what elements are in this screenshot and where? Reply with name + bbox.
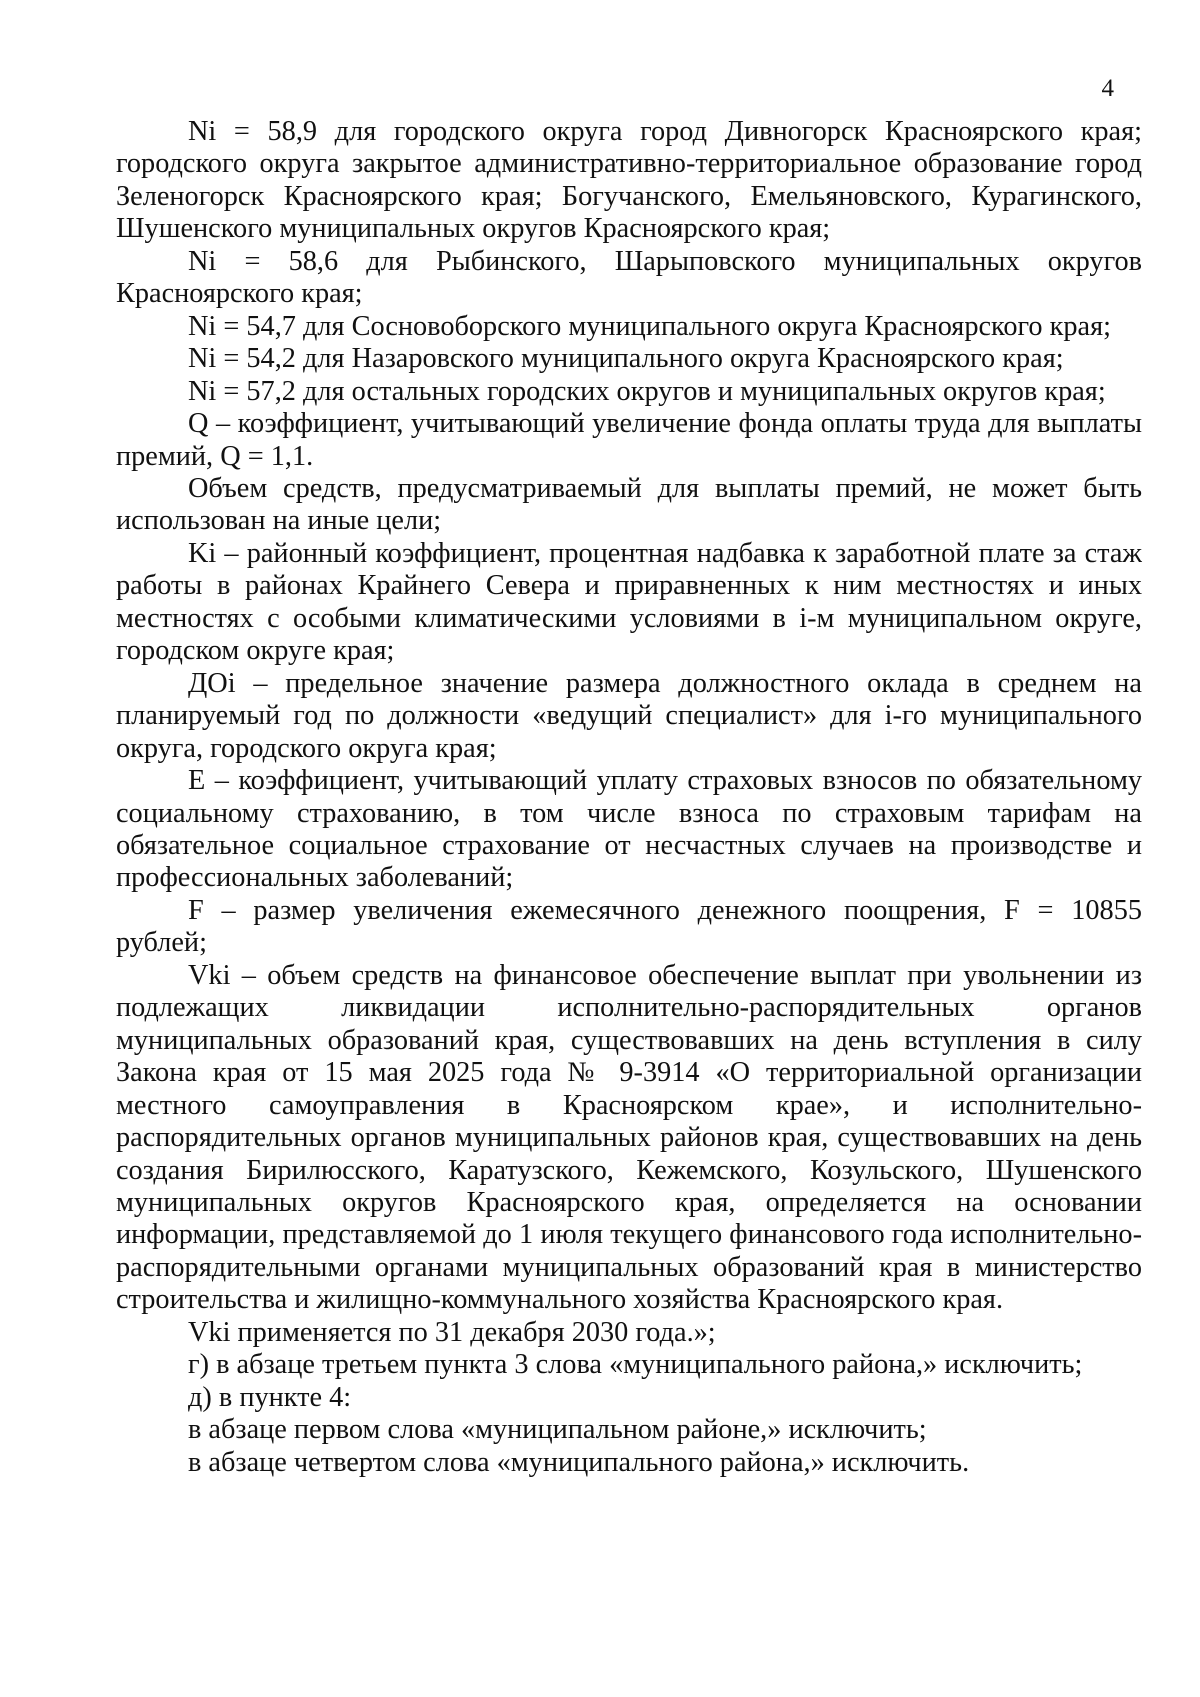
paragraph-f-increase: F – размер увеличения ежемесячного денежного поощрения, F = 10855 рублей;	[116, 894, 1142, 959]
paragraph-ni-divnogorsk: Ni = 58,9 для городского округа город Дивногорск Красноярского края; городского округа закрытое административно-территориальное образование город Зеленогорск Красноярского края; Богучанского, Емельяновского, Курагинского, Шушенского муниципальных округов Красноярского края;	[116, 116, 1142, 245]
paragraph-ni-other: Ni = 57,2 для остальных городских округов и муниципальных округов края;	[188, 375, 1106, 407]
paragraph-amendment-d-fourth: в абзаце четвертом слова «муниципального района,» исключить.	[188, 1446, 970, 1478]
document-body	[116, 116, 1142, 1479]
paragraph-amendment-g: г) в абзаце третьем пункта 3 слова «муниципального района,» исключить;	[188, 1349, 1083, 1381]
paragraph-ni-rybinsky: Ni = 58,6 для Рыбинского, Шарыповского муниципальных округов Красноярского края;	[116, 245, 1142, 310]
paragraph-vki-term: Vki применяется по 31 декабря 2030 года.»;	[188, 1316, 716, 1348]
paragraph-amendment-d: д) в пункте 4:	[188, 1381, 352, 1413]
paragraph-q-coefficient: Q – коэффициент, учитывающий увеличение фонда оплаты труда для выплаты премий, Q = 1,1.	[116, 408, 1142, 472]
paragraph-ni-sosnovoborsky: Ni = 54,7 для Сосновоборского муниципального округа Красноярского края;	[188, 310, 1111, 342]
page-number: 4	[1101, 75, 1114, 102]
paragraph-ni-nazarovsky: Ni = 54,2 для Назаровского муниципального округа Красноярского края;	[188, 343, 1064, 375]
paragraph-e-coefficient: E – коэффициент, учитывающий уплату страховых взносов по обязательному социальному страхованию, в том числе взноса по страховым тарифам на обязательное социальное страхование от несчастных случаев на производстве и профессиональных заболеваний;	[116, 765, 1142, 894]
paragraph-bonus-funds: Объем средств, предусматриваемый для выплаты премий, не может быть использован на иные цели;	[116, 472, 1142, 537]
paragraph-vki-funds: Vki – объем средств на финансовое обеспечение выплат при увольнении из подлежащих ликвидации исполнительно-распорядительных органов муниципальных образований края, существовавших на день вступления в силу Закона края от 15 мая 2025 года № 9-3914 «О территориальной организации местного самоуправления в Красноярском крае», и исполнительно-распорядительных органов муниципальных районов края, существовавших на день создания Бирилюсского, Каратузского, Кежемского, Козульского, Шушенского муниципальных округов Красноярского края, определяется на основании информации, представляемой до 1 июля текущего финансового года исполнительно-распорядительными органами муниципальных образований края в министерство строительства и жилищно-коммунального хозяйства Красноярского края.	[116, 959, 1142, 1316]
paragraph-doi-salary: ДОi – предельное значение размера должностного оклада в среднем на планируемый год по должности «ведущий специалист» для i-го муниципального округа, городского округа края;	[116, 667, 1142, 764]
paragraph-ki-coefficient: Ki – районный коэффициент, процентная надбавка к заработной плате за стаж работы в районах Крайнего Севера и приравненных к ним местностях и иных местностях с особыми климатическими условиями в i-м муниципальном округе, городском округе края;	[116, 537, 1142, 667]
paragraph-amendment-d-first: в абзаце первом слова «муниципальном районе,» исключить;	[188, 1414, 927, 1446]
